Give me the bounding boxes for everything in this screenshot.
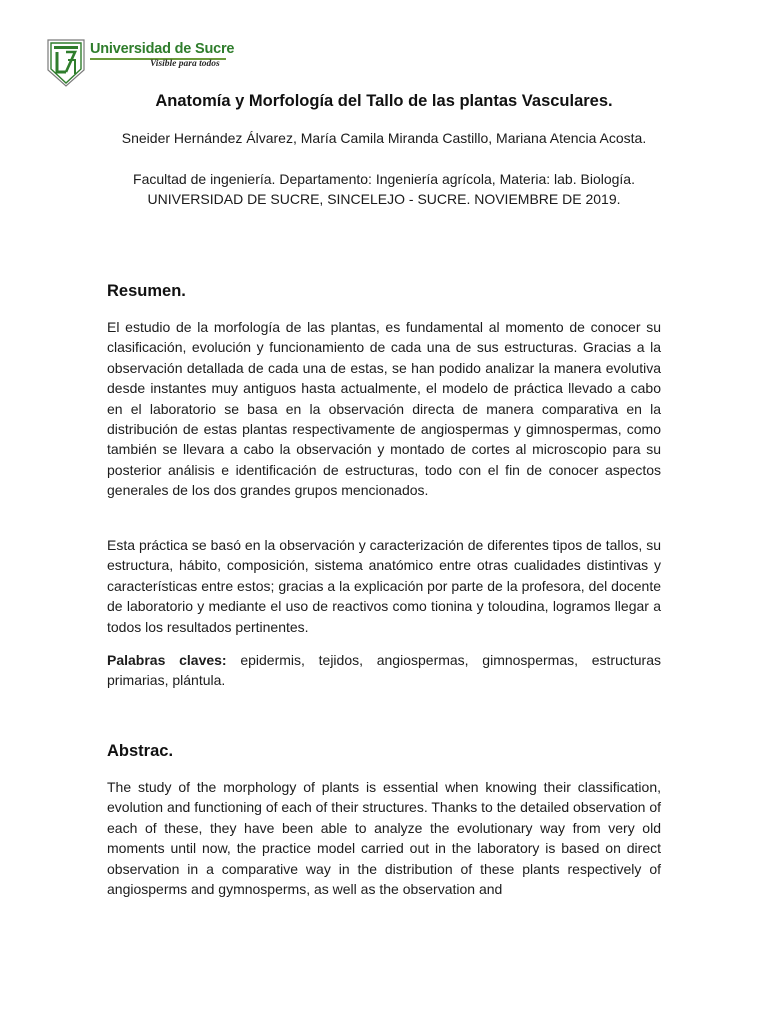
- affiliation: [0, 169, 768, 209]
- abstract-paragraph-1: The study of the morphology of plants is essential when knowing their classification, evolution and functioning of each of their structures. Thanks to the detailed observation of each of these, they have been able to analyze the evolutionary way from very old moments until now, the practice model carried out in the laboratory is based on direct observation in a comparative way in the distribution of these plants respectively of angiosperms and gymnosperms, as well as the observation and: [107, 779, 661, 898]
- logo-university-name: Universidad de Sucre: [90, 41, 235, 57]
- keywords-text: epidermis, tejidos, angiospermas, gimnospermas, estructuras primarias, plántula.: [107, 652, 661, 689]
- document-title: Anatomía y Morfología del Tallo de las plantas Vasculares.: [155, 92, 613, 110]
- resumen-paragraph-2: Esta práctica se basó en la observación y caracterización de diferentes tipos de tallos, su estructura, hábito, composición, sistema anatómico entre otras cualidades distintivas y características entre estos; gracias a la explicación por parte de la profesora, del docente de laboratorio y mediante el uso de reactivos como tionina y toloudina, logramos llegar a todos los resultados pertinentes.: [107, 537, 661, 635]
- resumen-heading: Resumen.: [107, 282, 186, 300]
- authors: Sneider Hernández Álvarez, María Camila Miranda Castillo, Mariana Atencia Acosta.: [121, 130, 647, 146]
- abstract-heading: Abstrac.: [107, 742, 174, 760]
- resumen-paragraph-1: El estudio de la morfología de las plantas, es fundamental al momento de conocer su clasificación, evolución y funcionamiento de cada una de sus estructuras. Gracias a la observación detallada de cada una de estas, se han podido analizar la manera evolutiva desde instantes muy antiguos hasta actualmente, el modelo de práctica llevado a cabo en el laboratorio se basa en la observación directa de manera comparativa en la distribución de estas plantas respectivamente de angiospermas y gimnospermas, como también se llevara a cabo la observación y montado de cortes al microscopio para su posterior análisis e identificación de estructuras, todo con el fin de conocer aspectos generales de los dos grandes grupos mencionados.: [107, 319, 661, 499]
- keywords-label: Palabras claves:: [107, 652, 227, 668]
- affiliation-line-1: Facultad de ingeniería. Departamento: Ingeniería agrícola, Materia: lab. Biología.: [133, 171, 635, 187]
- logo-slogan: Visible para todos: [150, 59, 220, 69]
- affiliation-line-2: UNIVERSIDAD DE SUCRE, SINCELEJO - SUCRE. NOVIEMBRE DE 2019.: [147, 191, 621, 207]
- keywords-paragraph: [107, 650, 661, 691]
- university-seal-icon: [46, 38, 86, 88]
- university-logo: [46, 38, 246, 88]
